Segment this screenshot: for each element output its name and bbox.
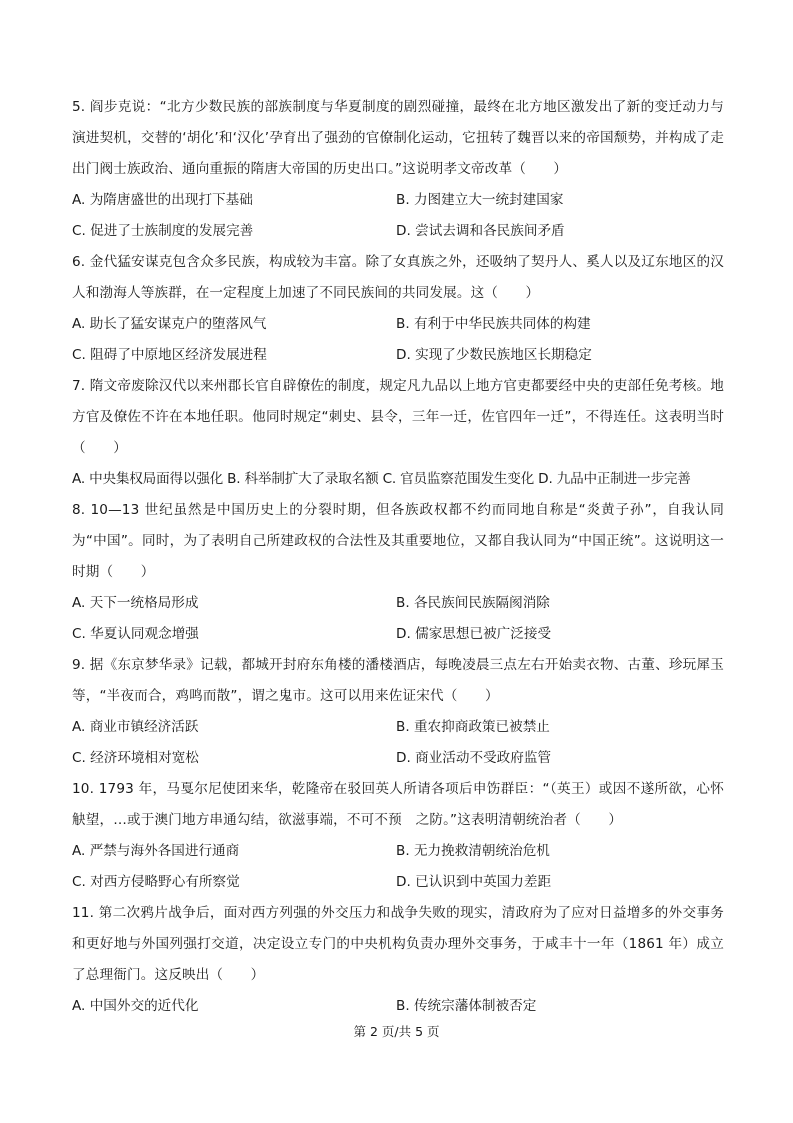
question-stem: 6. 金代猛安谋克包含众多民族，构成较为丰富。除了女真族之外，还吸纳了契丹人、奚人以及辽东地区的汉人和渤海人等族群，在一定程度上加速了不同民族间的共同发展。这（ ） xyxy=(72,254,724,301)
option-a[interactable]: A. 为隋唐盛世的出现打下基础 xyxy=(72,192,253,208)
page-number-footer: 第 2 页/共 5 页 xyxy=(353,1024,440,1039)
question-stem: 7. 隋文帝废除汉代以来州郡长官自辟僚佐的制度，规定凡九品以上地方官吏都要经中央的吏部任免考核。地方官及僚佐不许在本地任职。他同时规定“刺史、县令，三年一迁，佐官四年一迁”，不得连任。这表明当时（ ） xyxy=(72,378,724,456)
options-line[interactable]: A. 中央集权局面得以强化 B. 科举制扩大了录取名额 C. 官员监察范围发生变化 D. 九品中正制进一步完善 xyxy=(72,471,691,487)
option-d[interactable]: D. 儒家思想已被广泛接受 xyxy=(396,626,552,642)
option-c[interactable]: C. 华夏认同观念增强 xyxy=(72,626,199,642)
question-5 xyxy=(72,92,724,247)
option-c[interactable]: C. 促进了士族制度的发展完善 xyxy=(72,223,254,239)
options-grid xyxy=(72,309,724,371)
option-c[interactable]: C. 经济环境相对宽松 xyxy=(72,750,199,766)
option-b[interactable]: B. 各民族间民族隔阂消除 xyxy=(396,595,550,611)
option-d[interactable]: D. 尝试去调和各民族间矛盾 xyxy=(396,223,565,239)
question-stem: 11. 第二次鸦片战争后，面对西方列强的外交压力和战争失败的现实，清政府为了应对日益增多的外交事务和更好地与外国列强打交道，决定设立专门的中央机构负责办理外交事务，于咸丰十一年（1861 年）成立了总理衙门。这反映出（ ） xyxy=(72,905,724,983)
option-a[interactable]: A. 商业市镇经济活跃 xyxy=(72,719,199,735)
option-b[interactable]: B. 有利于中华民族共同体的构建 xyxy=(396,316,591,332)
question-stem: 8. 10—13 世纪虽然是中国历史上的分裂时期，但各族政权都不约而同地自称是“炎黄子孙”，自我认同为“中国”。同时，为了表明自己所建政权的合法性及其重要地位，又都自我认同为“中国正统”。这说明这一时期（ ） xyxy=(72,502,724,580)
option-b[interactable]: B. 无力挽救清朝统治危机 xyxy=(396,843,550,859)
question-7 xyxy=(72,371,724,495)
option-a[interactable]: A. 中国外交的近代化 xyxy=(72,998,199,1014)
question-6 xyxy=(72,247,724,371)
option-a[interactable]: A. 助长了猛安谋克户的堕落风气 xyxy=(72,316,267,332)
question-stem: 5. 阎步克说：“北方少数民族的部族制度与华夏制度的剧烈碰撞，最终在北方地区激发出了新的变迁动力与演进契机，交替的‘胡化’和‘汉化’孕育出了强劲的官僚制化运动，它扭转了魏晋以来的帝国颓势，并构成了走出门阀士族政治、通向重振的隋唐大帝国的历史出口。”这说明孝文帝改革（ ） xyxy=(72,99,724,177)
option-b[interactable]: B. 重农抑商政策已被禁止 xyxy=(396,719,550,735)
option-c[interactable]: C. 对西方侵略野心有所察觉 xyxy=(72,874,240,890)
question-9 xyxy=(72,650,724,774)
option-d[interactable]: D. 商业活动不受政府监管 xyxy=(396,750,552,766)
options-grid xyxy=(72,991,724,1022)
question-10 xyxy=(72,774,724,898)
exam-page-body xyxy=(72,92,724,1022)
option-d[interactable]: D. 已认识到中英国力差距 xyxy=(396,874,552,890)
option-a[interactable]: A. 严禁与海外各国进行通商 xyxy=(72,843,240,859)
question-stem: 10. 1793 年，马戛尔尼使团来华，乾隆帝在驳回英人所请各项后申饬群臣：“（英王）或因不遂所欲，心怀觖望，…或于澳门地方串通勾结，欲滋事端，不可不预 之防。”这表明清朝统治者（ ） xyxy=(72,781,724,828)
options-grid xyxy=(72,185,724,247)
question-8 xyxy=(72,495,724,650)
options-grid xyxy=(72,588,724,650)
options-grid xyxy=(72,836,724,898)
question-11 xyxy=(72,898,724,1022)
option-a[interactable]: A. 天下一统格局形成 xyxy=(72,595,199,611)
options-grid xyxy=(72,712,724,774)
question-stem: 9. 据《东京梦华录》记载，都城开封府东角楼的潘楼酒店，每晚凌晨三点左右开始卖衣物、古董、珍玩犀玉等，“半夜而合，鸡鸣而散”，谓之鬼市。这可以用来佐证宋代（ ） xyxy=(72,657,724,704)
option-d[interactable]: D. 实现了少数民族地区长期稳定 xyxy=(396,347,592,363)
option-b[interactable]: B. 力图建立大一统封建国家 xyxy=(396,192,564,208)
option-b[interactable]: B. 传统宗藩体制被否定 xyxy=(396,998,537,1014)
option-c[interactable]: C. 阻碍了中原地区经济发展进程 xyxy=(72,347,267,363)
